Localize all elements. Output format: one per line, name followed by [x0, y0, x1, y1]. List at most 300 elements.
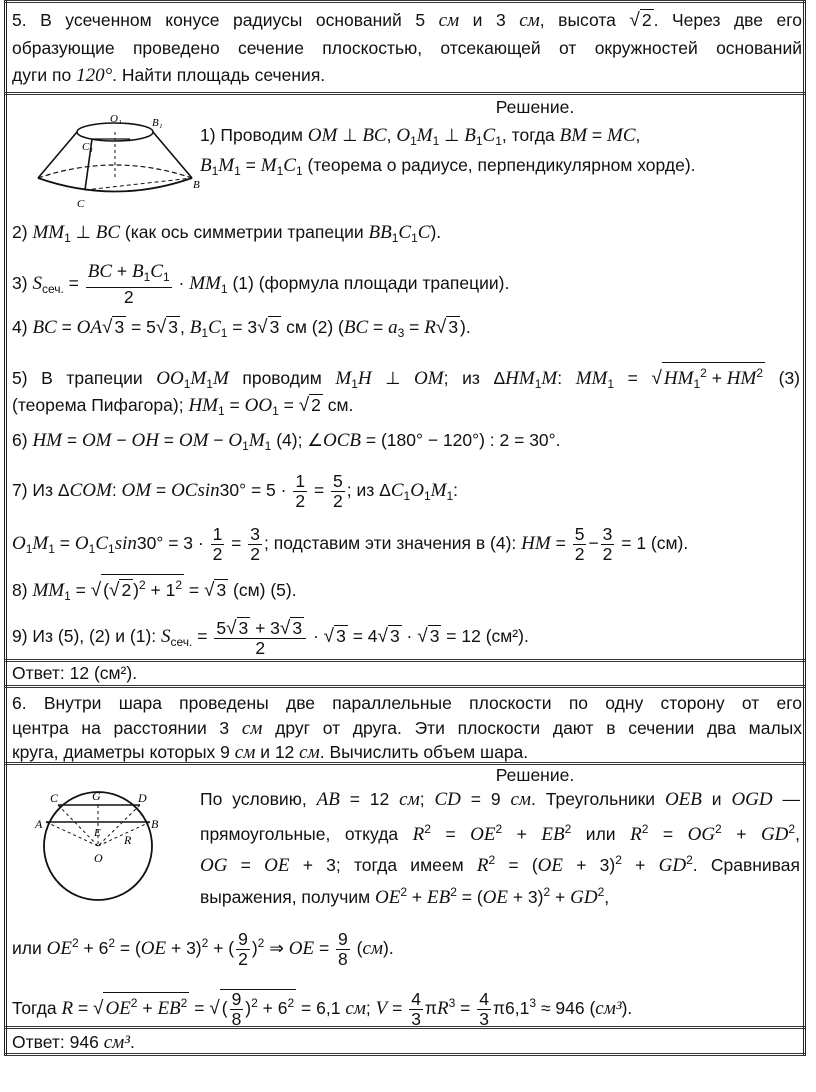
radicand [101, 574, 184, 601]
text-run: 3 [602, 524, 613, 544]
math-variable: BM [559, 125, 588, 146]
solution-step [12, 930, 394, 969]
subscript: 1 [446, 489, 454, 504]
superscript: 2 [450, 885, 457, 899]
math-variable: R [412, 824, 425, 845]
text-run: (4); ∠ [271, 430, 323, 450]
radicand [662, 362, 765, 394]
text-run: = [56, 317, 77, 337]
text-run: : [453, 480, 459, 501]
subscript: сеч. [41, 282, 64, 297]
radical-sign-icon: √ [155, 317, 167, 338]
subscript: 1 [162, 270, 170, 284]
text-run: = (180° − 120°) : 2 = 30°. [361, 430, 561, 450]
superscript: 2 [756, 366, 764, 380]
math-variable: OH [131, 430, 159, 451]
superscript: 3 [529, 996, 537, 1011]
radicand [446, 316, 460, 337]
radicand [112, 316, 126, 337]
math-variable: см [519, 10, 540, 31]
square-root [91, 574, 184, 602]
math-variable: OG [687, 824, 716, 845]
text-run: 2 [121, 580, 132, 600]
text-run: . Сравнивая [692, 855, 800, 875]
text-run: = ( [495, 855, 538, 875]
text-run: = 3 [227, 317, 258, 337]
text-run: и [701, 789, 732, 809]
solution-step [200, 849, 800, 877]
text-run: = [404, 317, 425, 337]
text-run: = [224, 395, 245, 415]
text-run: 6. Внутри шара проведены две параллельные плоскости по одну сторону от его [12, 693, 802, 713]
radical-sign-icon: √ [93, 998, 104, 1020]
superscript: 2 [686, 853, 693, 867]
text-run: = [587, 125, 607, 145]
text-run: = ( [115, 938, 141, 959]
text-run: ( [351, 938, 363, 959]
text-run: . Через две его [653, 10, 802, 30]
math-variable: OM [121, 480, 152, 502]
fraction [211, 525, 225, 564]
text-run: 4 [411, 989, 421, 1009]
superscript: 2 [543, 885, 551, 899]
math-variable: см [362, 938, 384, 960]
divider [4, 0, 806, 3]
text-run: (1) (формула площади трапеции). [227, 273, 510, 294]
figure-label: D [138, 791, 147, 805]
fraction [248, 525, 262, 564]
math-variable: см [345, 998, 366, 1020]
denominator [230, 1010, 244, 1029]
text-run: 30° = 3 · [136, 533, 209, 554]
text-run: + 3) [562, 855, 616, 875]
solution-step [200, 124, 640, 152]
text-run: (см) (5). [228, 580, 297, 600]
math-variable: OM [414, 368, 444, 389]
text-run: 9 [338, 929, 348, 949]
text-run: выражения, получим [200, 887, 375, 907]
subscript: 1 [432, 134, 440, 148]
text-run: 3) [12, 273, 33, 294]
square-root [629, 9, 653, 32]
text-run: 4) [12, 317, 33, 337]
math-variable: HM [663, 368, 694, 389]
math-variable: S [32, 273, 42, 295]
text-run: 2 [250, 544, 260, 564]
text-run: дуги по [12, 65, 77, 85]
text-run: : [111, 480, 122, 501]
superscript: 2 [495, 822, 503, 836]
superscript: 2 [251, 996, 258, 1011]
denominator [293, 492, 307, 511]
text-run: = [54, 533, 75, 554]
math-variable: OCB [323, 430, 361, 451]
text-run: = [550, 533, 571, 554]
superscript: 2 [130, 996, 138, 1011]
math-variable: R [424, 317, 436, 338]
text-run: + 3; тогда имеем [289, 855, 477, 875]
radical-sign-icon: √ [204, 580, 215, 601]
text-run: 6) [12, 430, 33, 450]
denominator [601, 545, 615, 564]
numerator [230, 990, 244, 1010]
text-run: + [550, 887, 571, 907]
numerator [331, 472, 345, 492]
text-run: Тогда [12, 998, 62, 1019]
subscript: 1 [495, 134, 502, 148]
text-run: = [314, 938, 335, 959]
subscript: 1 [411, 231, 418, 245]
subscript: 1 [218, 404, 225, 418]
text-run: + 6 [257, 998, 288, 1019]
superscript: 2 [424, 822, 431, 836]
text-run: = [227, 855, 265, 875]
math-variable: EB [157, 998, 181, 1020]
text-run: (теорема Пифагора); [12, 395, 189, 415]
text-run: Ответ: 12 (см²). [12, 663, 138, 683]
math-variable: см [299, 742, 320, 763]
square-root [651, 362, 765, 394]
text-run: π6,1 [492, 998, 530, 1019]
figure-label: G [92, 789, 101, 803]
text-run: 3 [168, 317, 179, 337]
math-variable: см³ [595, 998, 622, 1020]
radical-sign-icon: √ [417, 626, 428, 648]
text-run: 3 [479, 1009, 489, 1029]
math-variable: GD [760, 824, 789, 845]
text-run: = 12 [339, 789, 400, 809]
text-run: 3 [389, 626, 400, 647]
math-variable: M [335, 368, 352, 389]
math-variable: OM [81, 430, 112, 451]
radical-sign-icon: √ [209, 998, 220, 1020]
text-run: + 3) [507, 887, 544, 907]
square-root [436, 316, 460, 339]
math-variable: B [200, 155, 212, 176]
math-variable: BB [368, 222, 392, 243]
text-run: ; [365, 998, 376, 1019]
subscript: 1 [264, 439, 272, 453]
subscript: 1 [143, 270, 151, 284]
solution-step [12, 262, 509, 307]
text-run: = [151, 480, 172, 501]
math-variable: AB [316, 789, 340, 810]
math-variable: C [398, 222, 412, 243]
fraction [214, 617, 306, 658]
math-variable: OE [470, 824, 496, 845]
text-run: = [63, 273, 84, 294]
square-root [102, 316, 126, 339]
figure-label: C₁ [82, 141, 94, 153]
text-run: · [173, 273, 190, 294]
radical-sign-icon: √ [109, 580, 120, 601]
text-run: см (2) ( [281, 317, 344, 337]
math-variable: MM [189, 273, 221, 295]
math-variable: M [416, 125, 433, 146]
denominator [331, 492, 345, 511]
radicand [214, 579, 228, 600]
math-variable: OE [264, 855, 290, 876]
math-variable: OE [140, 938, 167, 960]
text-run: см. [322, 395, 354, 415]
math-variable: COM [69, 480, 112, 502]
text-run: 2 [255, 638, 266, 658]
superscript: 2 [71, 936, 79, 951]
text-run: ( [103, 580, 109, 600]
subscript: 1 [534, 377, 542, 391]
text-run: = [278, 395, 299, 415]
solution-step [12, 989, 632, 1029]
square-root [156, 316, 180, 339]
math-variable: B [464, 125, 476, 146]
math-variable: см³ [103, 1032, 130, 1053]
text-run: = [368, 317, 389, 337]
text-run: = [614, 368, 652, 388]
denominator [248, 545, 262, 564]
math-variable: OGD [731, 789, 773, 810]
figure-label: B [151, 817, 159, 831]
solution-step [12, 574, 297, 607]
math-variable: GD [570, 887, 598, 908]
subscript: 1 [295, 164, 303, 178]
text-run: 8 [338, 949, 348, 969]
text-run: = 1 (см). [616, 533, 689, 554]
radical-sign-icon: √ [298, 395, 310, 416]
math-variable: OO [244, 395, 273, 416]
numerator [601, 525, 615, 545]
text-run: − [208, 430, 229, 450]
math-variable: BC [32, 317, 57, 338]
denominator [214, 639, 306, 658]
figure-label: B₁ [152, 117, 163, 129]
sphere-figure [30, 778, 160, 908]
text-run: + ( [208, 938, 235, 959]
subscript: 1 [220, 326, 228, 340]
text-run: и 3 [459, 10, 520, 30]
radicand [640, 9, 654, 30]
text-run: , высота [539, 10, 630, 30]
problem-6-statement-line [12, 717, 802, 740]
math-variable: C [208, 317, 221, 338]
subscript: 1 [276, 164, 284, 178]
math-variable: R [61, 998, 74, 1020]
radical-sign-icon: √ [90, 580, 102, 601]
square-root [109, 579, 133, 601]
text-run: ). [621, 998, 633, 1019]
square-root [204, 579, 228, 602]
math-variable: M [541, 368, 558, 389]
math-variable: R [476, 855, 489, 876]
subscript: 1 [234, 164, 241, 178]
fraction [601, 525, 615, 564]
subscript: сеч. [170, 635, 193, 650]
radicand [334, 625, 348, 646]
text-run: 3 [114, 317, 125, 337]
radical-sign-icon: √ [377, 626, 388, 648]
text-run: 2) [12, 222, 33, 242]
text-run: 9 [238, 929, 248, 949]
text-run: ; подставим эти значения в (4): [264, 533, 522, 554]
subscript: 1 [25, 542, 33, 557]
math-variable: M [430, 480, 447, 502]
math-variable: BC [87, 261, 113, 282]
text-run: проводим [228, 368, 336, 388]
problem-5-statement-line [12, 9, 802, 32]
math-variable: см [234, 742, 256, 763]
text-run: + [407, 887, 427, 907]
radicand [166, 316, 180, 337]
superscript: 2 [641, 822, 649, 836]
text-run: = 4 [347, 626, 378, 647]
numerator [573, 525, 587, 545]
text-run: + 3 [250, 618, 280, 638]
text-run: = ( [456, 887, 483, 907]
subscript: 1 [220, 282, 228, 297]
text-run: центра на расстоянии 3 [12, 718, 242, 738]
text-run: + 3) [166, 938, 202, 959]
text-run: 8) [12, 580, 33, 600]
text-run: = 9 [460, 789, 511, 809]
math-variable: B [189, 317, 202, 338]
text-run: = 6,1 [296, 998, 346, 1019]
text-run: 1) Проводим [200, 125, 308, 145]
superscript: 2 [257, 936, 265, 951]
text-run: = [184, 580, 205, 600]
subscript: 1 [391, 231, 399, 245]
square-root [324, 625, 348, 648]
subscript: 1 [206, 377, 213, 391]
math-variable: OE [105, 998, 131, 1020]
text-run: 3 [411, 1009, 421, 1029]
problem-5-statement-line [12, 64, 325, 87]
text-run: 1 [295, 471, 306, 491]
superscript: 2 [400, 885, 408, 899]
math-variable: EB [426, 887, 451, 908]
superscript: 2 [700, 366, 707, 380]
radical-sign-icon: √ [323, 626, 335, 648]
superscript: 2 [139, 578, 146, 592]
math-variable: C [417, 222, 431, 243]
math-variable: R [630, 824, 642, 845]
text-run: + [706, 368, 727, 388]
radicand [237, 617, 251, 638]
text-run: . [129, 1032, 135, 1052]
text-run: ) [245, 998, 252, 1019]
denominator [336, 950, 350, 969]
square-root [93, 992, 189, 1020]
superscript: 3 [448, 996, 456, 1011]
text-run: = [430, 824, 471, 844]
text-run: образующие проведено сечение плоскостью, отсекающей от окружностей оснований [12, 38, 802, 58]
subscript: 1 [64, 231, 71, 245]
numerator [236, 930, 250, 950]
text-run: = [226, 533, 247, 554]
math-variable: a [388, 317, 398, 338]
fraction [230, 990, 244, 1029]
figure-label: C [50, 791, 59, 805]
math-variable: R [437, 998, 449, 1020]
math-variable: OCsin [171, 480, 220, 502]
text-run: Ответ: 946 [12, 1032, 104, 1052]
text-run: 2 [212, 544, 223, 564]
math-variable: 120° [76, 65, 113, 86]
subscript: 3 [397, 326, 405, 340]
numerator [477, 990, 491, 1010]
math-variable: M [212, 368, 229, 389]
text-run: (теорема о радиусе, перпендикулярном хорде). [302, 155, 696, 175]
radicand [103, 992, 189, 1019]
superscript: 2 [108, 936, 116, 951]
text-run: 9 [231, 989, 242, 1009]
math-variable: O [228, 430, 243, 451]
superscript: 2 [788, 822, 796, 836]
text-run: 8 [231, 1009, 242, 1029]
superscript: 2 [201, 936, 209, 951]
math-variable: B [132, 261, 144, 282]
text-run: (как ось симметрии трапеции [120, 222, 369, 242]
text-run: ⊥ [337, 125, 363, 145]
subscript: 1 [403, 489, 411, 504]
text-run: 2 [238, 949, 248, 969]
radical-sign-icon: √ [629, 10, 640, 31]
text-run: ⊥ [439, 125, 465, 145]
text-run: 4 [479, 989, 489, 1009]
text-run: 3 [429, 626, 440, 647]
text-run: = [455, 998, 476, 1019]
radical-sign-icon: √ [435, 317, 447, 338]
text-run: · [308, 626, 324, 647]
problem-6-statement-line [12, 692, 802, 714]
superscript: 2 [564, 822, 572, 836]
radicand [268, 316, 282, 337]
math-variable: см [241, 718, 263, 739]
fraction [236, 930, 250, 969]
subscript: 1 [48, 542, 55, 557]
text-run: = [62, 430, 82, 450]
math-variable: OM [307, 125, 338, 146]
math-variable: MM [575, 368, 608, 389]
fraction [86, 262, 172, 307]
subscript: 1 [242, 439, 249, 453]
text-run: . Найти площадь сечения. [112, 65, 326, 85]
numerator [86, 262, 172, 288]
text-run: ; из Δ [346, 480, 391, 501]
math-variable: OE [482, 887, 508, 908]
text-run: — [772, 789, 800, 809]
text-run: 5 [216, 618, 227, 638]
math-variable: BC [95, 222, 121, 243]
text-run: · [401, 626, 418, 647]
text-run: + [621, 855, 659, 875]
math-variable: GD [658, 855, 687, 876]
math-variable: см [399, 789, 420, 810]
subscript: 1 [88, 542, 96, 557]
math-variable: M [190, 368, 207, 389]
math-variable: C [150, 261, 163, 282]
solution-title: Решение. [495, 97, 575, 117]
solution-step [12, 525, 688, 564]
figure-label: E [94, 827, 101, 839]
text-run: , [386, 125, 397, 145]
text-run: = [158, 430, 179, 450]
text-run: 2 [333, 491, 343, 511]
denominator [211, 545, 225, 564]
answer-6 [12, 1031, 135, 1054]
subscript: 1 [693, 377, 701, 391]
math-variable: HM [32, 430, 62, 451]
problem-5-statement-line [12, 37, 802, 59]
text-run: = [387, 998, 408, 1019]
